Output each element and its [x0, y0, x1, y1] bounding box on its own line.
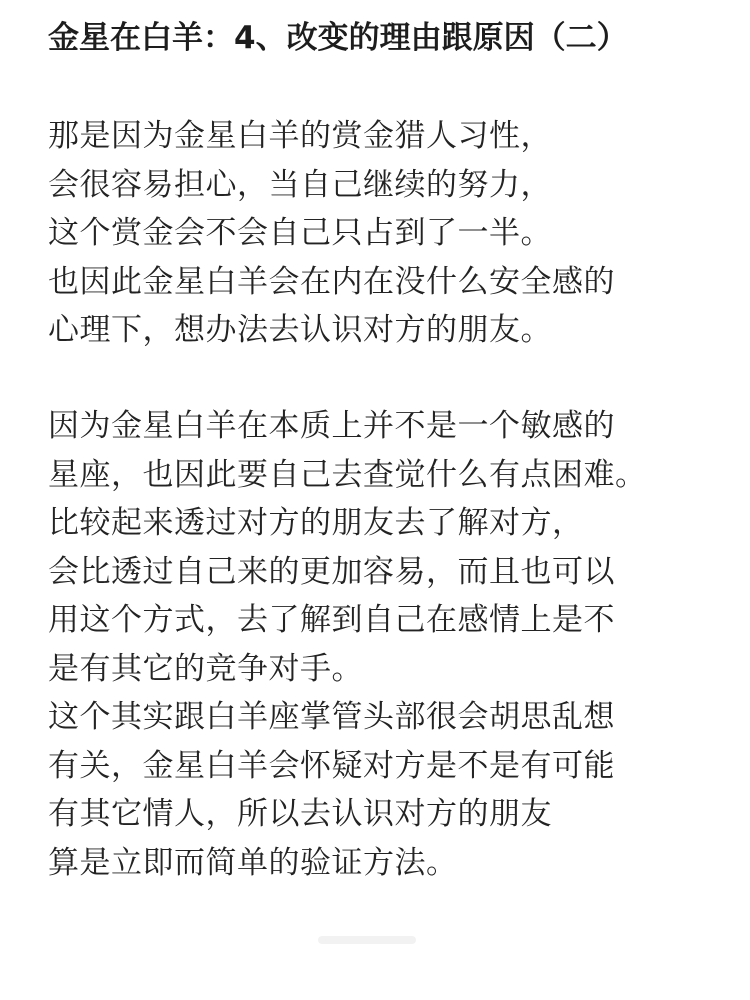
text-line: 比较起来透过对方的朋友去了解对方， — [48, 505, 584, 541]
text-line: 用这个方式，去了解到自己在感情上是不 — [48, 602, 615, 638]
text-line: 那是因为金星白羊的赏金猎人习性， — [48, 118, 552, 154]
text-line: 会很容易担心，当自己继续的努力， — [48, 166, 552, 203]
text-line: 因为金星白羊在本质上并不是一个敏感的 — [48, 408, 615, 444]
text-line: 星座，也因此要自己去查觉什么有点困难。 — [48, 456, 647, 493]
text-line: 会比透过自己来的更加容易，而且也可以 — [48, 553, 615, 590]
paragraph-1 — [48, 112, 738, 355]
article-title: 金星在白羊：4、改变的理由跟原因（二） — [48, 20, 628, 56]
text-line: 也因此金星白羊会在内在没什么安全感的 — [48, 263, 615, 300]
paragraph-2 — [48, 402, 738, 887]
text-line: 这个其实跟白羊座掌管头部很会胡思乱想 — [48, 699, 615, 735]
text-line: 有其它情人，所以去认识对方的朋友 — [48, 796, 552, 832]
text-line: 有关，金星白羊会怀疑对方是不是有可能 — [48, 747, 615, 784]
text-line: 心理下，想办法去认识对方的朋友。 — [48, 312, 552, 348]
text-line: 这个赏金会不会自己只占到了一半。 — [48, 215, 552, 251]
faint-watermark — [318, 936, 416, 944]
text-line: 算是立即而简单的验证方法。 — [48, 844, 458, 881]
text-line: 是有其它的竞争对手。 — [48, 650, 363, 687]
